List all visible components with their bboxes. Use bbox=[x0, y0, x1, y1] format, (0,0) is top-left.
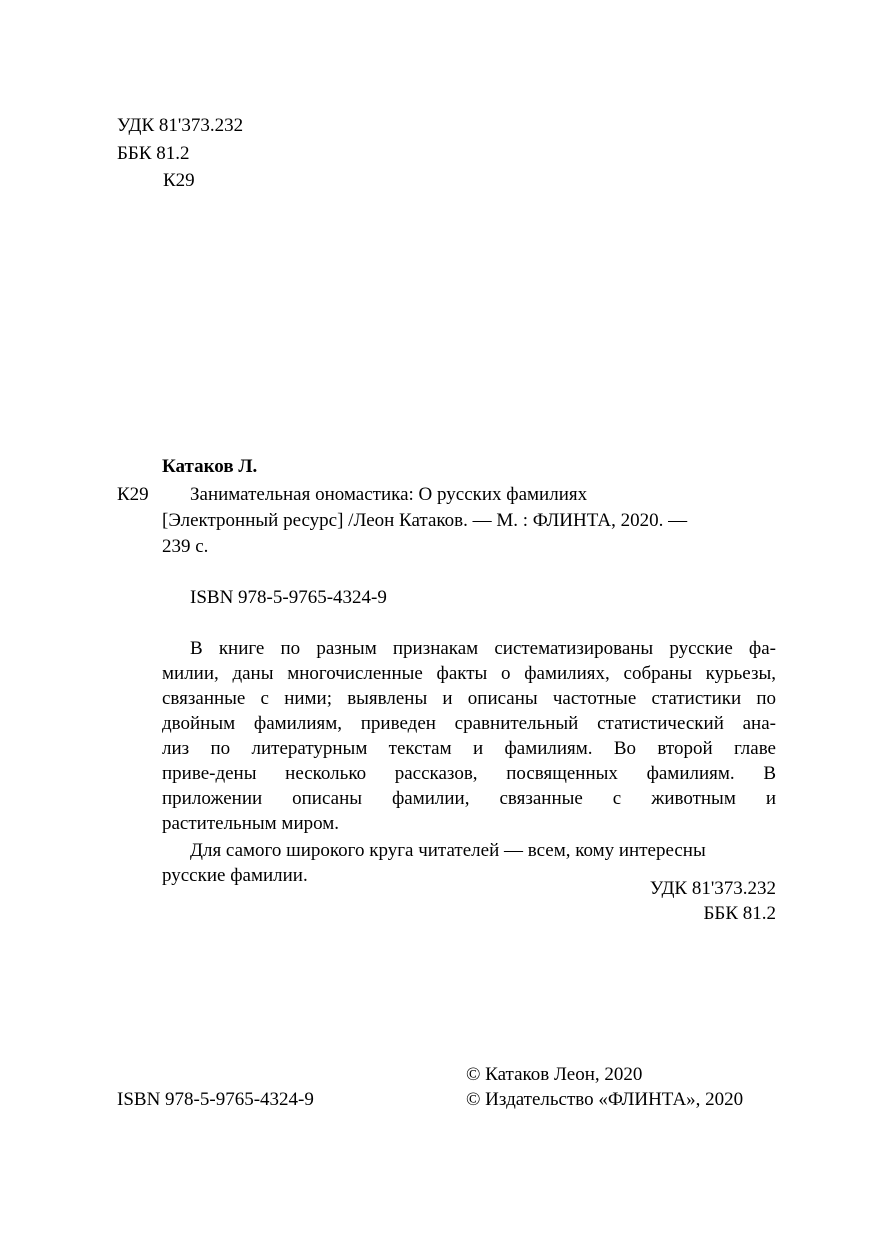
abstract-line: растительным миром. bbox=[162, 813, 340, 834]
catalog-title-line2: [Электронный ресурс] /Леон Катаков. — М. : ФЛИНТА, 2020. — bbox=[162, 510, 688, 531]
abstract-line: милии, даны многочисленные факты о фамилиях, собраны курьезы, bbox=[162, 663, 776, 684]
audience-line2: русские фамилии. bbox=[162, 865, 308, 886]
copyright-publisher: © Издательство «ФЛИНТА», 2020 bbox=[466, 1089, 744, 1110]
abstract-line: В книге по разным признакам систематизированы русские фа- bbox=[190, 638, 776, 659]
catalog-author: Катаков Л. bbox=[162, 456, 258, 477]
abstract-line: приложении описаны фамилии, связанные с животным и bbox=[162, 788, 776, 809]
author-mark: К29 bbox=[163, 170, 195, 191]
audience-line1: Для самого широкого круга читателей — всем, кому интересны bbox=[190, 840, 706, 861]
abstract-line: лиз по литературным текстам и фамилиям. Во второй главе bbox=[162, 738, 776, 759]
bbk-code: ББК 81.2 bbox=[117, 143, 190, 164]
catalog-isbn: ISBN 978-5-9765-4324-9 bbox=[190, 587, 387, 608]
catalog-bbk: ББК 81.2 bbox=[703, 903, 776, 924]
catalog-mark: К29 bbox=[117, 484, 149, 505]
catalog-udk: УДК 81'373.232 bbox=[649, 878, 776, 899]
udk-code: УДК 81'373.232 bbox=[117, 115, 244, 136]
abstract bbox=[162, 636, 776, 836]
abstract-line: двойным фамилиям, приведен сравнительный статистический ана- bbox=[162, 713, 776, 734]
footer-isbn: ISBN 978-5-9765-4324-9 bbox=[117, 1089, 314, 1110]
copyright-author: © Катаков Леон, 2020 bbox=[466, 1064, 643, 1085]
abstract-line: связанные с ними; выявлены и описаны частотные статистики по bbox=[162, 688, 776, 709]
catalog-title-line3: 239 с. bbox=[162, 536, 209, 557]
catalog-title-line1: Занимательная ономастика: О русских фамилиях bbox=[190, 484, 588, 505]
abstract-line: приве-дены несколько рассказов, посвященных фамилиям. В bbox=[162, 763, 776, 784]
